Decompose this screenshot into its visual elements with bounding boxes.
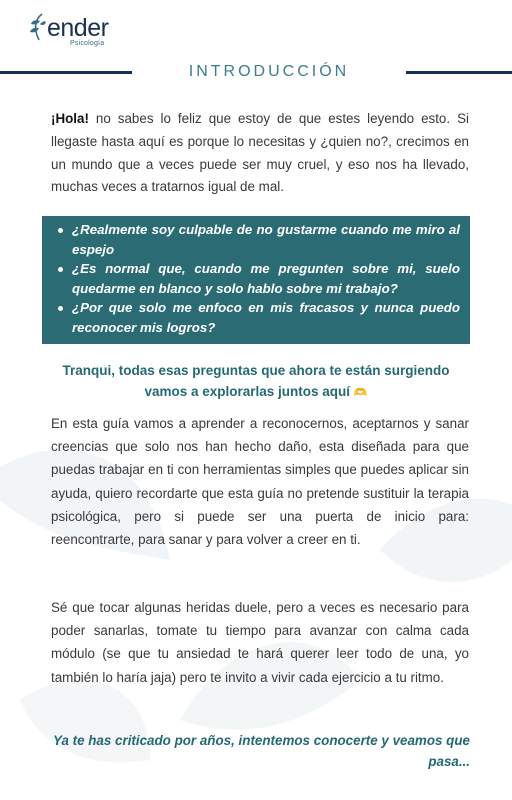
question-item: ¿Por que solo me enfoco en mis fracasos y nunca puedo reconocer mis logros?: [72, 298, 460, 337]
section-title: INTRODUCCIÓN: [188, 63, 350, 80]
highlight-text: Tranqui, todas esas preguntas que ahora te están surgiendo vamos a explorarlas juntos aquí: [62, 363, 450, 399]
intro-greeting: ¡Hola!: [51, 111, 89, 126]
questions-box: [42, 216, 470, 344]
question-item: ¿Es normal que, cuando me pregunten sobre mi, suelo quedarme en blanco y solo hablo sobre mi trabajo?: [72, 259, 460, 298]
body-paragraph-2: Sé que tocar algunas heridas duele, pero a veces es necesario para poder sanarlas, tomate tu tiempo para avanzar con calma cada módulo (se que tu ansiedad te hará querer leer todo de una, yo también lo haría jaja) pero te invito a vivir cada ejercicio a tu ritmo.: [51, 600, 469, 685]
leaf-logo-icon: [30, 12, 46, 42]
section-title-row: [0, 62, 512, 82]
brand-logo: [30, 12, 108, 42]
title-divider-right: [406, 71, 512, 74]
closing-note: Ya te has criticado por años, intentemos conocerte y veamos que pasa...: [53, 733, 470, 769]
body-paragraph-1: En esta guía vamos a aprender a reconocernos, aceptarnos y sanar creencias que solo nos han hecho daño, esta diseñada para que puedas trabajar en ti con herramientas simples que puedes aplicar sin ayuda, quiero recordarte que esta guía no pretende sustituir la terapia psicológica, pero si puede ser una puerta de inicio para: reencontrarte, para sanar y para volver a creer en ti.: [51, 416, 469, 548]
highlight-note: [60, 360, 452, 404]
intro-text: no sabes lo feliz que estoy de que estes leyendo esto. Si llegaste hasta aquí es porque lo necesitas y ¿quien no?, crecimos en un mundo que a veces puede ser muy cruel, y eso nos ha llevado, muchas veces a tratarnos igual de mal.: [51, 111, 469, 195]
intro-paragraph: [51, 108, 469, 199]
title-divider-left: [0, 71, 132, 74]
questions-list: [72, 220, 460, 338]
question-item: ¿Realmente soy culpable de no gustarme cuando me miro al espejo: [72, 220, 460, 259]
brand-name: ender: [47, 14, 109, 42]
brand-header: [30, 12, 108, 47]
brand-subtitle: Psicología: [70, 40, 105, 47]
heart-hands-icon: 🫶: [353, 387, 368, 399]
